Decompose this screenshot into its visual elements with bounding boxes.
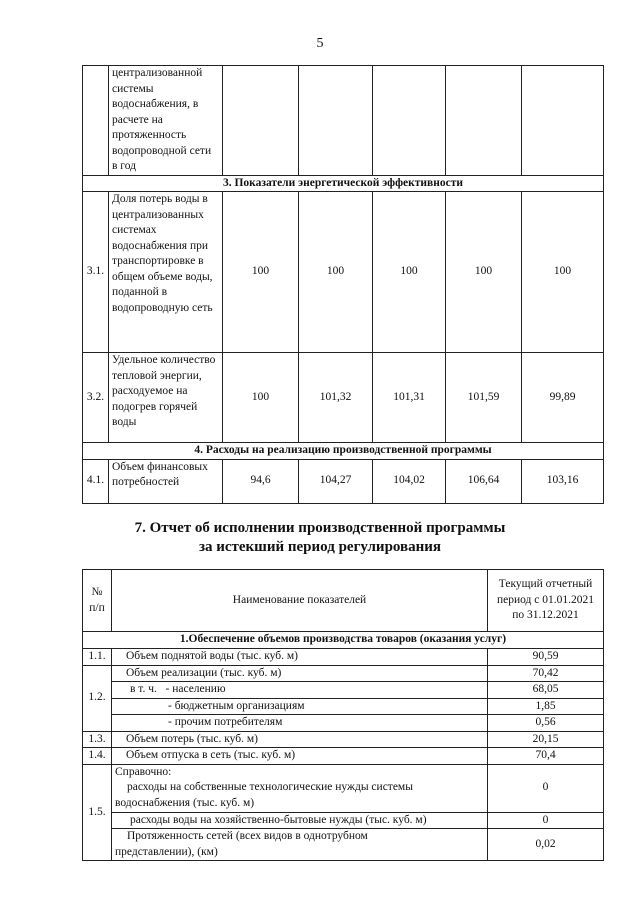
section-row — [83, 632, 604, 649]
subitem-label: - населению — [165, 683, 226, 695]
value-cell: 104,02 — [373, 459, 446, 503]
table-row — [83, 764, 604, 812]
table-row — [83, 748, 604, 765]
value-cell: 70,42 — [488, 665, 604, 682]
indicator-name: Объем поднятой воды (тыс. куб. м) — [112, 649, 488, 666]
header-period: Текущий отчетный период с 01.01.2021 по 31.12.2021 — [488, 570, 604, 632]
header-row — [83, 570, 604, 632]
indicator-subitem — [112, 682, 488, 699]
indicator-line: представлении), (км) — [115, 845, 218, 858]
indicator-line: расходы на собственные технологические нужды системы — [127, 781, 413, 793]
table-row — [83, 812, 604, 829]
row-number: 1.3. — [83, 731, 112, 748]
indicator-multiline — [112, 764, 488, 812]
value-cell — [223, 66, 299, 176]
value-cell: 70,4 — [488, 748, 604, 765]
table-row — [83, 665, 604, 682]
section-heading-line1: 7. Отчет об исполнении производственной программы — [134, 520, 506, 536]
value-cell: 1,85 — [488, 698, 604, 715]
page-number: 5 — [316, 36, 324, 51]
table-row — [83, 649, 604, 666]
value-cell: 101,31 — [373, 353, 446, 443]
section-heading-line2: за истекший период регулирования — [198, 539, 442, 555]
section-row — [83, 175, 604, 192]
row-number: 1.2. — [83, 665, 112, 731]
value-cell: 100 — [522, 192, 604, 353]
value-cell: 0,56 — [488, 715, 604, 732]
row-number: 3.1. — [83, 192, 109, 353]
table-row — [83, 698, 604, 715]
subitem-prefix: в т. ч. — [130, 683, 157, 695]
row-number: 4.1. — [83, 459, 109, 503]
table-row — [83, 353, 604, 443]
table-row — [83, 459, 604, 503]
row-number: 3.2. — [83, 353, 109, 443]
indicator-name: Объем отпуска в сеть (тыс. куб. м) — [112, 748, 488, 765]
value-cell: 0 — [488, 764, 604, 812]
row-number-cell — [83, 66, 109, 176]
indicator-name: Объем реализации (тыс. куб. м) — [112, 665, 488, 682]
value-cell: 99,89 — [522, 353, 604, 443]
value-cell: 68,05 — [488, 682, 604, 699]
value-cell — [522, 66, 604, 176]
value-cell — [446, 66, 522, 176]
indicator-multiline — [112, 829, 488, 861]
row-number: 1.5. — [83, 764, 112, 861]
row-number: 1.4. — [83, 748, 112, 765]
indicator-name: Доля потерь воды в централизованных системах водоснабжения при транспортировке в общем объеме воды, поданной в водопроводную сеть — [109, 192, 223, 353]
indicator-subitem: - бюджетным организациям — [112, 698, 488, 715]
value-cell: 104,27 — [299, 459, 373, 503]
table-row — [83, 829, 604, 861]
indicator-name: расходы воды на хозяйственно-бытовые нужды (тыс. куб. м) — [112, 812, 488, 829]
value-cell: 100 — [446, 192, 522, 353]
indicator-name: централизованной системы водоснабжения, в расчете на протяженность водопроводной сети в год — [109, 66, 223, 176]
value-cell: 100 — [373, 192, 446, 353]
value-cell: 100 — [223, 192, 299, 353]
section-row — [83, 443, 604, 460]
value-cell: 0,02 — [488, 829, 604, 861]
indicator-subitem: - прочим потребителям — [112, 715, 488, 732]
value-cell: 100 — [299, 192, 373, 353]
report-table — [82, 569, 604, 861]
value-cell: 20,15 — [488, 731, 604, 748]
table-row — [83, 682, 604, 699]
header-number: № п/п — [83, 570, 112, 632]
table-row — [83, 192, 604, 353]
value-cell: 0 — [488, 812, 604, 829]
value-cell: 103,16 — [522, 459, 604, 503]
value-cell: 90,59 — [488, 649, 604, 666]
value-cell: 101,32 — [299, 353, 373, 443]
reference-label: Справочно: — [115, 765, 172, 778]
value-cell: 94,6 — [223, 459, 299, 503]
table-row — [83, 715, 604, 732]
indicator-name: Объем финансовых потребностей — [109, 459, 223, 503]
table-row — [83, 66, 604, 176]
section-title: 4. Расходы на реализацию производственной программы — [83, 443, 604, 460]
value-cell: 106,64 — [446, 459, 522, 503]
value-cell — [373, 66, 446, 176]
header-name: Наименование показателей — [112, 570, 488, 632]
value-cell: 101,59 — [446, 353, 522, 443]
indicators-table — [82, 65, 604, 504]
value-cell: 100 — [223, 353, 299, 443]
row-number: 1.1. — [83, 649, 112, 666]
section-title: 3. Показатели энергетической эффективности — [83, 175, 604, 192]
section-title: 1.Обеспечение объемов производства товаров (оказания услуг) — [83, 632, 604, 649]
indicator-name: Удельное количество тепловой энергии, расходуемое на подогрев горячей воды — [109, 353, 223, 443]
indicator-name: Объем потерь (тыс. куб. м) — [112, 731, 488, 748]
indicator-line: водоснабжения (тыс. куб. м) — [115, 796, 255, 809]
table-row — [83, 731, 604, 748]
value-cell — [299, 66, 373, 176]
indicator-line: Протяженность сетей (всех видов в однотрубном — [127, 830, 368, 842]
